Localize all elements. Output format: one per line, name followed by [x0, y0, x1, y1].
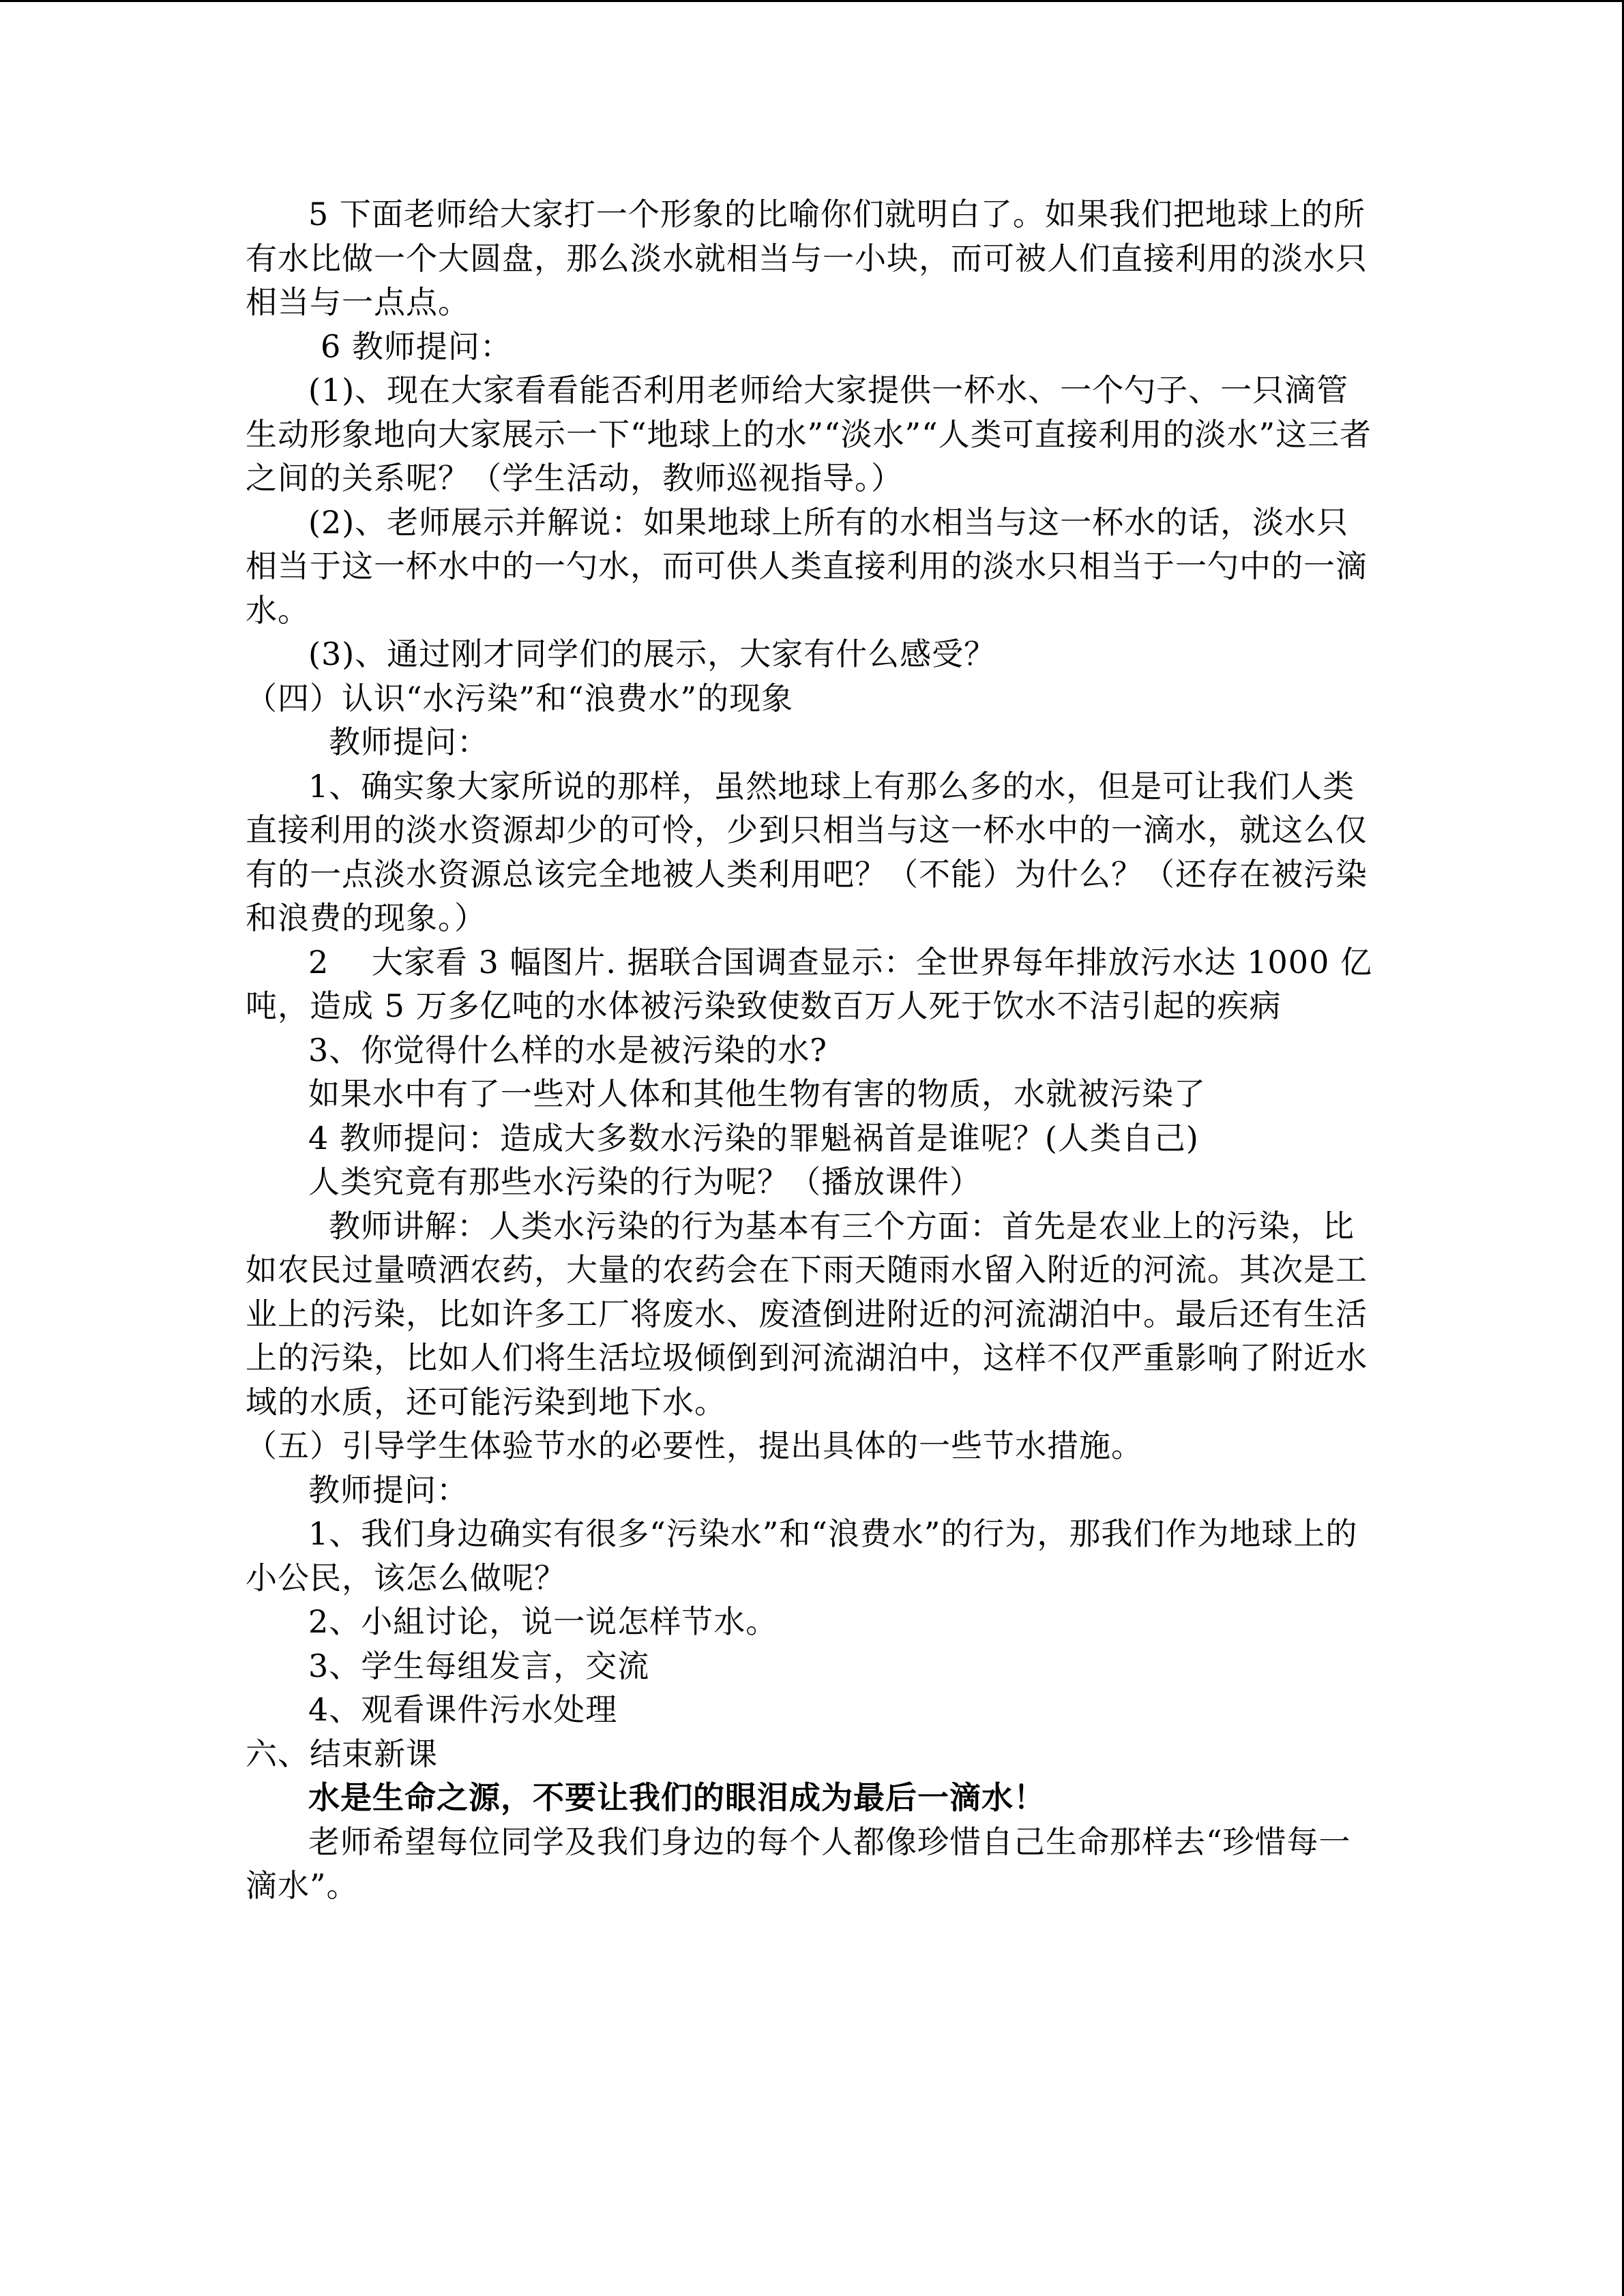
document-body	[246, 192, 1378, 1908]
paragraph-teacher-question-6: 6 教师提问：	[321, 327, 512, 365]
paragraph-teacher-explanation: 教师讲解：人类水污染的行为基本有三个方面：首先是农业上的污染，比如农民过量喷洒农药，大量的农药会在下雨天随雨水留入附近的河流。其次是工业上的污染，比如许多工厂将废水、废渣倒进附近的河流湖泊中。最后还有生活上的污染，比如人们将生活垃圾倾倒到河流湖泊中，这样不仅严重影响了附近水域的水质，还可能污染到地下水。	[246, 1207, 1368, 1420]
paragraph-activity-3: (3)、通过刚才同学们的展示，大家有什么感受？	[308, 636, 996, 672]
paragraph-saving-2: 2、小組讨论，说一说怎样节水。	[308, 1603, 778, 1640]
paragraph-pollution-3: 3、你觉得什么样的水是被污染的水?	[308, 1031, 827, 1069]
paragraph-saving-4: 4、观看课件污水处理	[308, 1691, 618, 1728]
paragraph-pollution-1: 1、确实象大家所说的那样，虽然地球上有那么多的水，但是可让我们人类直接利用的淡水资源却少的可怜，少到只相当与这一杯水中的一滴水，就这么仅有的一点淡水资源总该完全地被人类利用吧？（不能）为什么？（还存在被污染和浪费的现象。）	[246, 767, 1368, 936]
paragraph-saving-1: 1、我们身边确实有很多“污染水”和“浪费水”的行为，那我们作为地球上的小公民，该怎么做呢？	[246, 1515, 1358, 1596]
paragraph-activity-2: (2)、老师展示并解说：如果地球上所有的水相当与这一杯水的话，淡水只相当于这一杯水中的一勺水，而可供人类直接利用的淡水只相当于一勺中的一滴水。	[246, 503, 1368, 629]
paragraph-pollution-answer: 如果水中有了一些对人体和其他生物有害的物质，水就被污染了	[308, 1075, 1206, 1112]
page-border-top	[0, 0, 1624, 2]
section-heading-conclusion: 六、结束新课	[246, 1735, 438, 1772]
section-heading-saving: （五）引导学生体验节水的必要性，提出具体的一些节水措施。	[246, 1427, 1143, 1464]
paragraph-closing: 老师希望每位同学及我们身边的每个人都像珍惜自己生命那样去“珍惜每一滴水”。	[246, 1823, 1351, 1904]
paragraph-teacher-question: 教师提问：	[329, 724, 489, 760]
paragraph-saving-3: 3、学生每组发言，交流	[308, 1647, 650, 1684]
paragraph-teacher-question-saving: 教师提问：	[308, 1471, 469, 1508]
paragraph-activity-1: (1)、现在大家看看能否利用老师给大家提供一杯水、一个勺子、一只滴管生动形象地向大家展示一下“地球上的水”“淡水”“人类可直接利用的淡水”这三者之间的关系呢？（学生活动，教师巡视指导。）	[246, 372, 1372, 496]
paragraph-slogan: 水是生命之源，不要让我们的眼泪成为最后一滴水！	[308, 1779, 1046, 1816]
paragraph-metaphor: 5 下面老师给大家打一个形象的比喻你们就明白了。如果我们把地球上的所有水比做一个大圆盘，那么淡水就相当与一小块，而可被人们直接利用的淡水只相当与一点点。	[246, 196, 1368, 320]
paragraph-pollution-2: 2 大家看 3 幅图片. 据联合国调查显示：全世界每年排放污水达 1000 亿吨，造成 5 万多亿吨的水体被污染致使数百万人死于饮水不洁引起的疾病	[246, 943, 1372, 1024]
paragraph-pollution-behaviors: 人类究竟有那些水污染的行为呢？（播放课件）	[308, 1163, 981, 1200]
section-heading-pollution: （四）认识“水污染”和“浪费水”的现象	[246, 679, 794, 717]
paragraph-pollution-4: 4 教师提问：造成大多数水污染的罪魁祸首是谁呢？(人类自己)	[308, 1119, 1199, 1157]
